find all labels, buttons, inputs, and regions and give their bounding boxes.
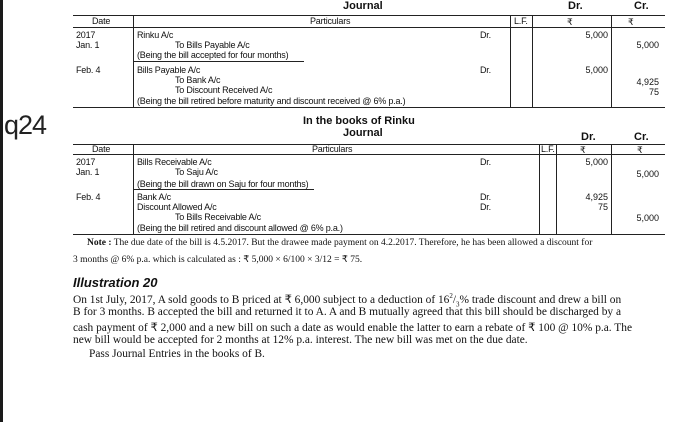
col-divider bbox=[510, 15, 511, 107]
dr-mark: Dr. bbox=[480, 192, 491, 202]
entry-date: Jan. 1 bbox=[76, 40, 100, 50]
narration-underline bbox=[134, 189, 314, 190]
note-line-2: 3 months @ 6% p.a. which is calculated as : ₹ 5,000 × 6/100 × 3/12 = ₹ 75. bbox=[73, 255, 363, 265]
journal-title: Journal bbox=[343, 127, 383, 139]
entry-narration: (Being the bill retired before maturity and discount received @ 6% p.a.) bbox=[137, 96, 406, 106]
note-text: The due date of the bill is 4.5.2017. But the drawee made payment on 4.2.2017. Therefore, he has been allowed a discount for bbox=[111, 238, 593, 248]
cr-amount: 5,000 bbox=[636, 40, 659, 50]
fraction-slash: / bbox=[452, 294, 457, 306]
fraction-numerator: 2 bbox=[449, 292, 453, 301]
dr-header: Dr. bbox=[581, 131, 596, 143]
fraction-denominator: 3 bbox=[456, 300, 460, 309]
entry-line: Bank A/c bbox=[137, 192, 171, 202]
dr-mark: Dr. bbox=[480, 65, 491, 75]
dr-amount: 75 bbox=[597, 202, 608, 212]
dr-amount: 4,925 bbox=[585, 192, 608, 202]
illustration-title: Illustration 20 bbox=[73, 275, 158, 290]
cr-amount: 4,925 bbox=[636, 77, 659, 87]
rupee-dr: ₹ bbox=[580, 145, 586, 155]
illustration-line-2: B for 3 months. B accepted the bill and returned it to A. A and B mutually agreed that this bill should be discharged by a bbox=[73, 306, 622, 318]
narration-underline bbox=[134, 61, 304, 62]
entry-line: To Bank A/c bbox=[175, 75, 221, 85]
col-divider bbox=[539, 144, 540, 234]
col-particulars: Particulars bbox=[312, 144, 353, 154]
rupee-cr: ₹ bbox=[628, 17, 634, 27]
entry-line: To Saju A/c bbox=[175, 167, 218, 177]
illustration-line-5: Pass Journal Entries in the books of B. bbox=[89, 348, 265, 360]
entry-narration: (Being the bill retired and discount allowed @ 6% p.a.) bbox=[137, 223, 343, 233]
note-line-1 bbox=[87, 238, 592, 248]
entry-line: To Bills Payable A/c bbox=[175, 40, 250, 50]
entry-narration: (Being the bill drawn on Saju for four months) bbox=[137, 179, 309, 189]
illustration-line-3: cash payment of ₹ 2,000 and a new bill on such a date as would enable the latter to earn a rebate of ₹ 100 @ 10% p.a. The bbox=[73, 322, 633, 334]
rupee-cr: ₹ bbox=[637, 145, 643, 155]
text-run: % trade discount and drew a bill on bbox=[459, 294, 622, 306]
question-tag: q24 bbox=[4, 110, 47, 140]
cr-amount: 5,000 bbox=[636, 213, 659, 223]
col-divider bbox=[556, 144, 557, 234]
cr-amount: 5,000 bbox=[636, 169, 659, 179]
header-bottom-rule bbox=[73, 154, 665, 155]
left-border bbox=[0, 0, 3, 422]
dr-amount: 5,000 bbox=[585, 157, 608, 167]
table-bottom-rule bbox=[73, 107, 665, 108]
entry-year: 2017 bbox=[76, 30, 96, 40]
header-top-rule bbox=[73, 15, 665, 16]
cr-header: Cr. bbox=[634, 131, 649, 143]
entry-line: Bills Payable A/c bbox=[137, 65, 201, 75]
dr-amount: 5,000 bbox=[585, 30, 608, 40]
entry-line: Discount Allowed A/c bbox=[137, 202, 217, 212]
header-bottom-rule bbox=[73, 27, 665, 28]
illustration-line-4: new bill would be accepted for 2 months at 12% p.a. interest. The new bill was met on the due date. bbox=[73, 334, 528, 346]
col-particulars: Particulars bbox=[310, 16, 351, 26]
entry-date: Feb. 4 bbox=[76, 192, 101, 202]
dr-amount: 5,000 bbox=[585, 65, 608, 75]
entry-line: To Bills Receivable A/c bbox=[175, 212, 261, 222]
dr-mark: Dr. bbox=[480, 157, 491, 167]
entry-line: Bills Receivable A/c bbox=[137, 157, 212, 167]
col-date: Date bbox=[92, 144, 111, 154]
dr-mark: Dr. bbox=[480, 202, 491, 212]
entry-date: Feb. 4 bbox=[76, 65, 101, 75]
rupee-dr: ₹ bbox=[567, 17, 573, 27]
entry-line: To Discount Received A/c bbox=[175, 85, 273, 95]
col-date: Date bbox=[92, 16, 111, 26]
header-top-rule bbox=[73, 144, 665, 145]
table-bottom-rule bbox=[73, 234, 665, 235]
cr-amount: 75 bbox=[648, 87, 659, 97]
entry-narration: (Being the bill accepted for four months) bbox=[137, 50, 289, 60]
cr-header: Cr. bbox=[634, 0, 649, 12]
text-run: On 1st July, 2017, A sold goods to B priced at ₹ 6,000 subject to a deduction of 16 bbox=[73, 294, 450, 306]
col-lf: L.F. bbox=[541, 144, 555, 154]
dr-mark: Dr. bbox=[480, 30, 491, 40]
col-lf: L.F. bbox=[514, 16, 528, 26]
entry-year: 2017 bbox=[76, 157, 96, 167]
entry-line: Rinku A/c bbox=[137, 30, 174, 40]
books-heading: In the books of Rinku bbox=[303, 115, 415, 127]
note-label: Note : bbox=[87, 238, 112, 248]
dr-header: Dr. bbox=[568, 0, 583, 12]
entry-date: Jan. 1 bbox=[76, 167, 100, 177]
col-divider bbox=[532, 15, 533, 107]
journal-title: Journal bbox=[343, 0, 383, 12]
